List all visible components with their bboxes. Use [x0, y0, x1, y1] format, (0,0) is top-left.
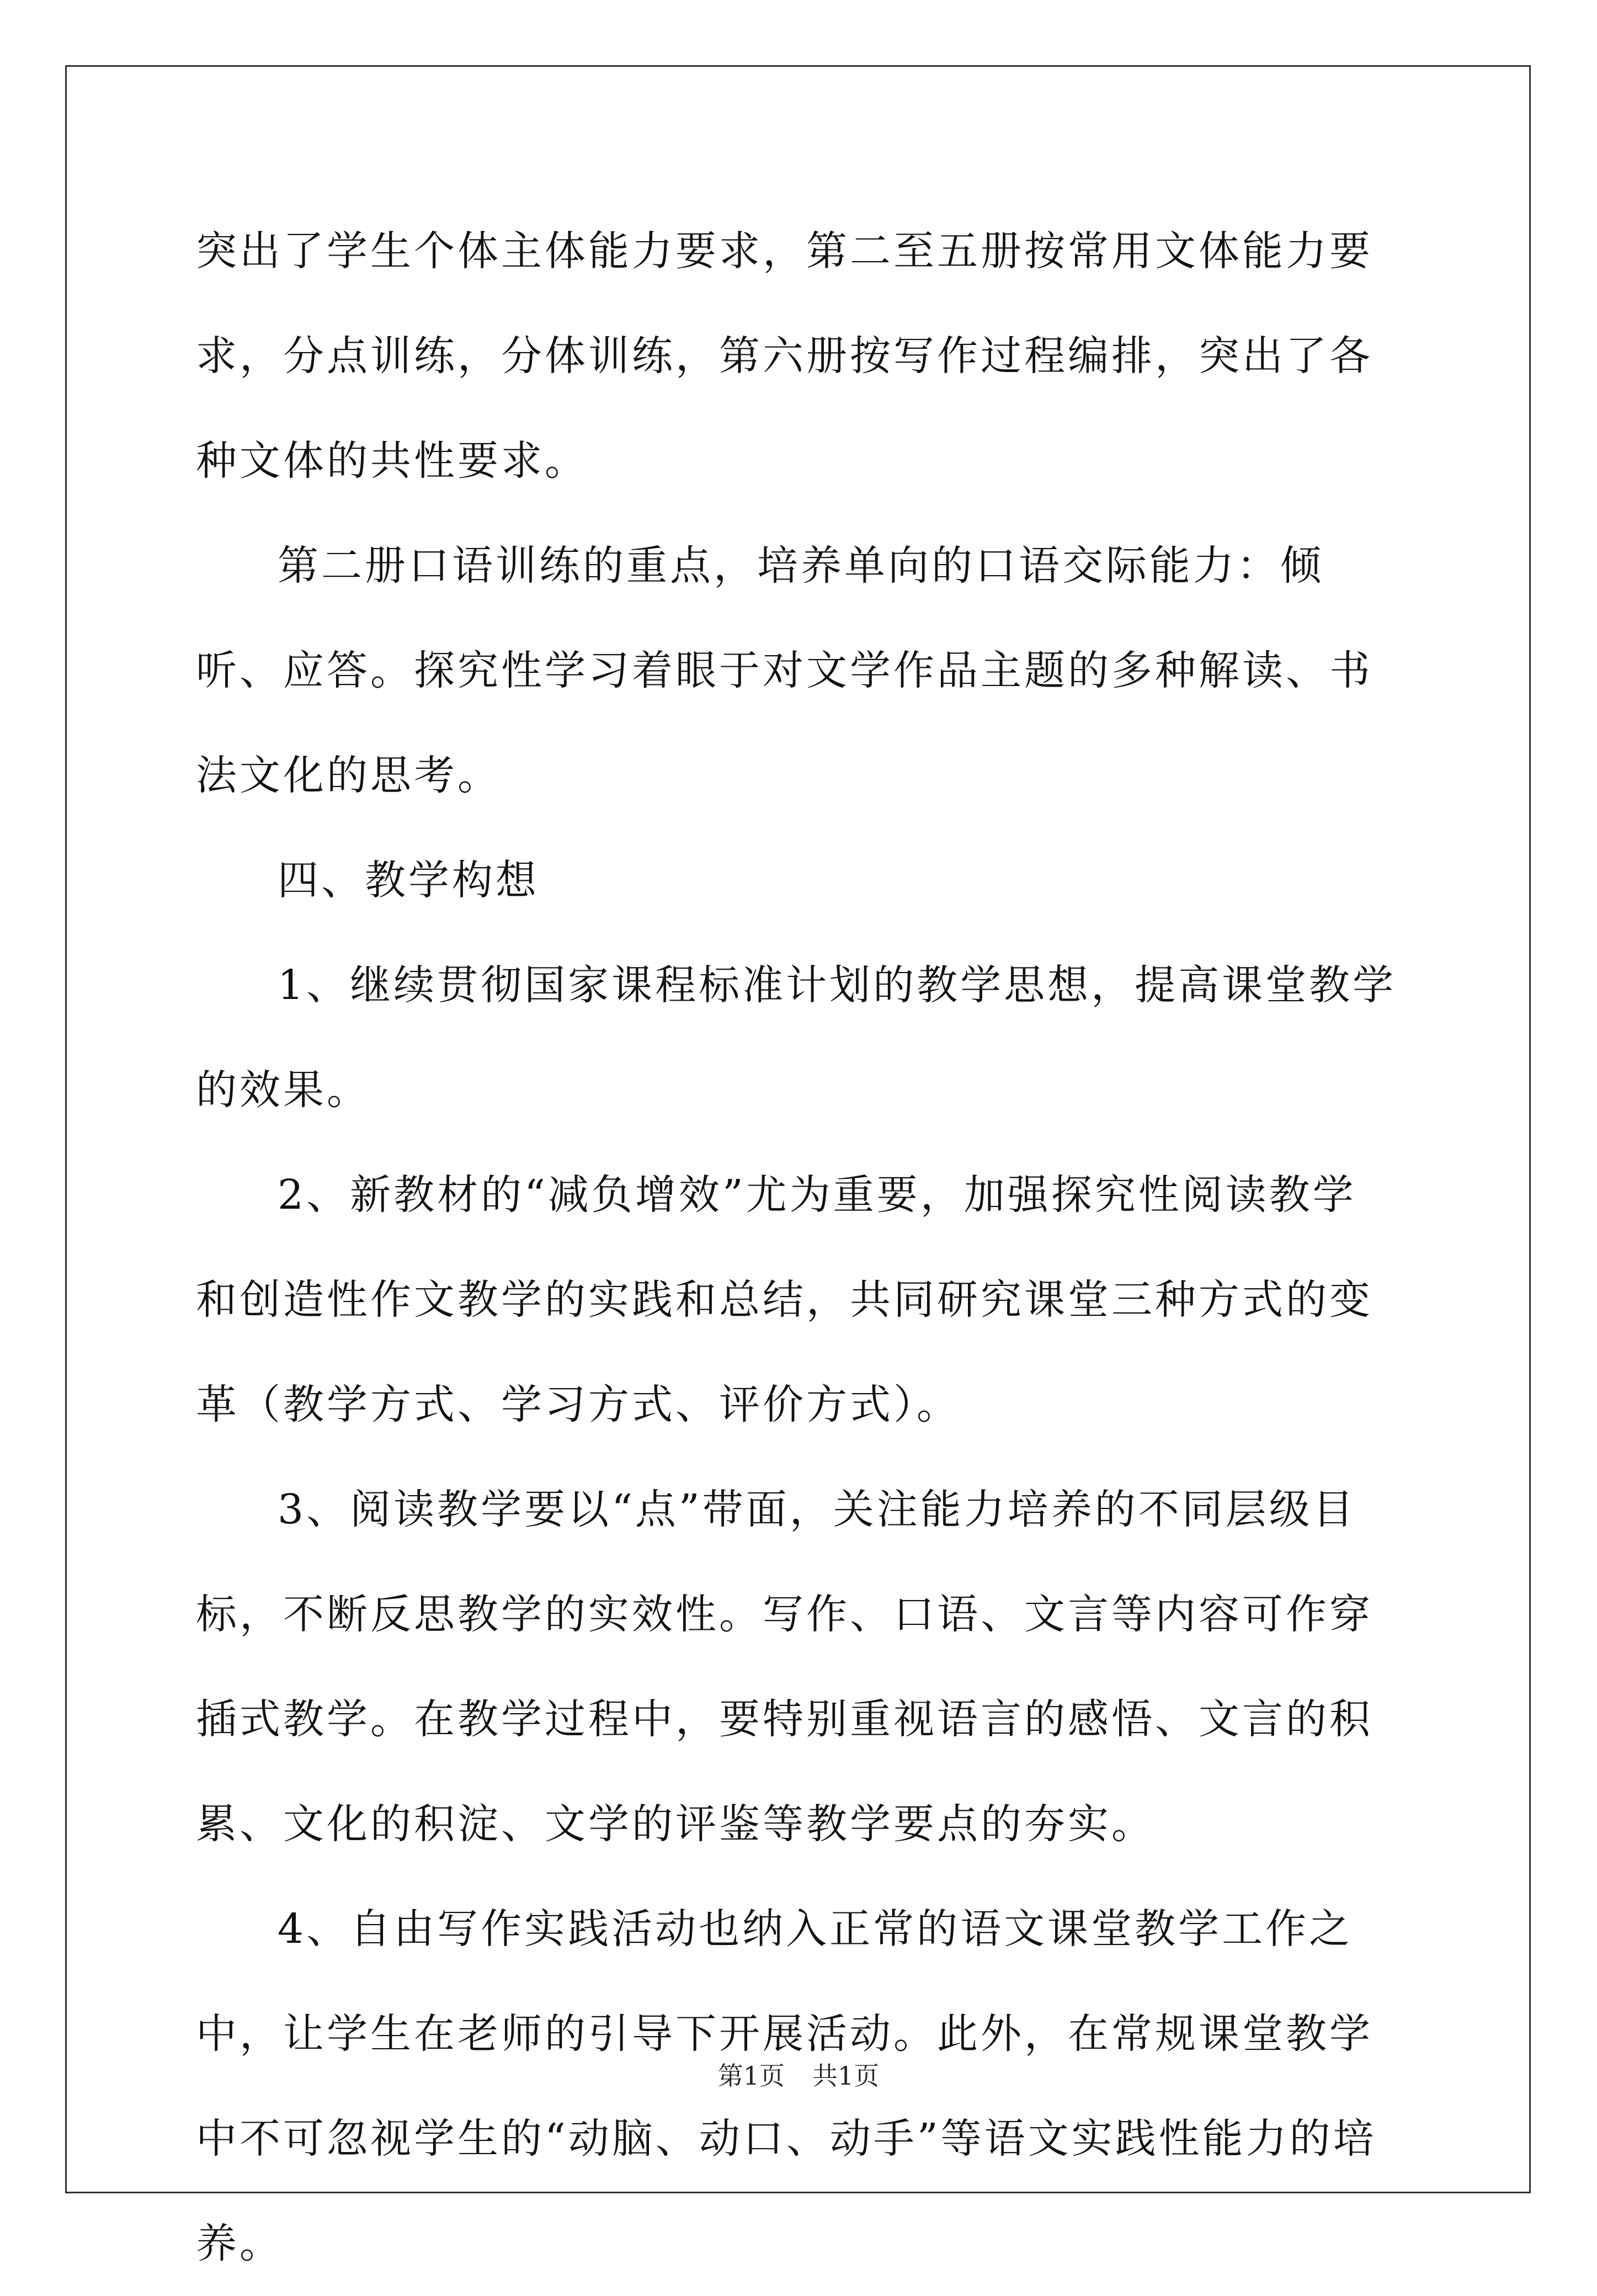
document-body — [196, 199, 1399, 2296]
page-footer — [0, 2056, 1597, 2092]
page-number: 第1页 — [717, 2061, 785, 2091]
paragraph-2: 第二册口语训练的重点，培养单向的口语交际能力：倾听、应答。探究性学习着眼于对文学作品主题的多种解读、书法文化的思考。 — [196, 542, 1373, 799]
paragraph-1: 突出了学生个体主体能力要求，第二至五册按常用文体能力要求，分点训练，分体训练，第六册按写作过程编排，突出了各种文体的共性要求。 — [196, 227, 1373, 485]
page-total: 共1页 — [812, 2061, 880, 2091]
paragraph-item-1: 1、继续贯彻国家课程标准计划的教学思想，提高课堂教学的效果。 — [196, 961, 1397, 1114]
paragraph-item-3: 3、阅读教学要以“点”带面，关注能力培养的不同层级目标，不断反思教学的实效性。写作、口语、文言等内容可作穿插式教学。在教学过程中，要特别重视语言的感悟、文言的积累、文化的积淀、文学的评鉴等教学要点的夯实。 — [196, 1486, 1373, 1848]
paragraph-item-2: 2、新教材的“减负增效”尤为重要，加强探究性阅读教学和创造性作文教学的实践和总结，共同研究课堂三种方式的变革（教学方式、学习方式、评价方式）。 — [196, 1171, 1373, 1428]
paragraph-item-4: 4、自由写作实践活动也纳入正常的语文课堂教学工作之中，让学生在老师的引导下开展活动。此外，在常规课堂教学中不可忽视学生的“动脑、动口、动手”等语文实践性能力的培养。 — [196, 1905, 1377, 2267]
section-heading: 四、教学构想 — [278, 857, 539, 904]
